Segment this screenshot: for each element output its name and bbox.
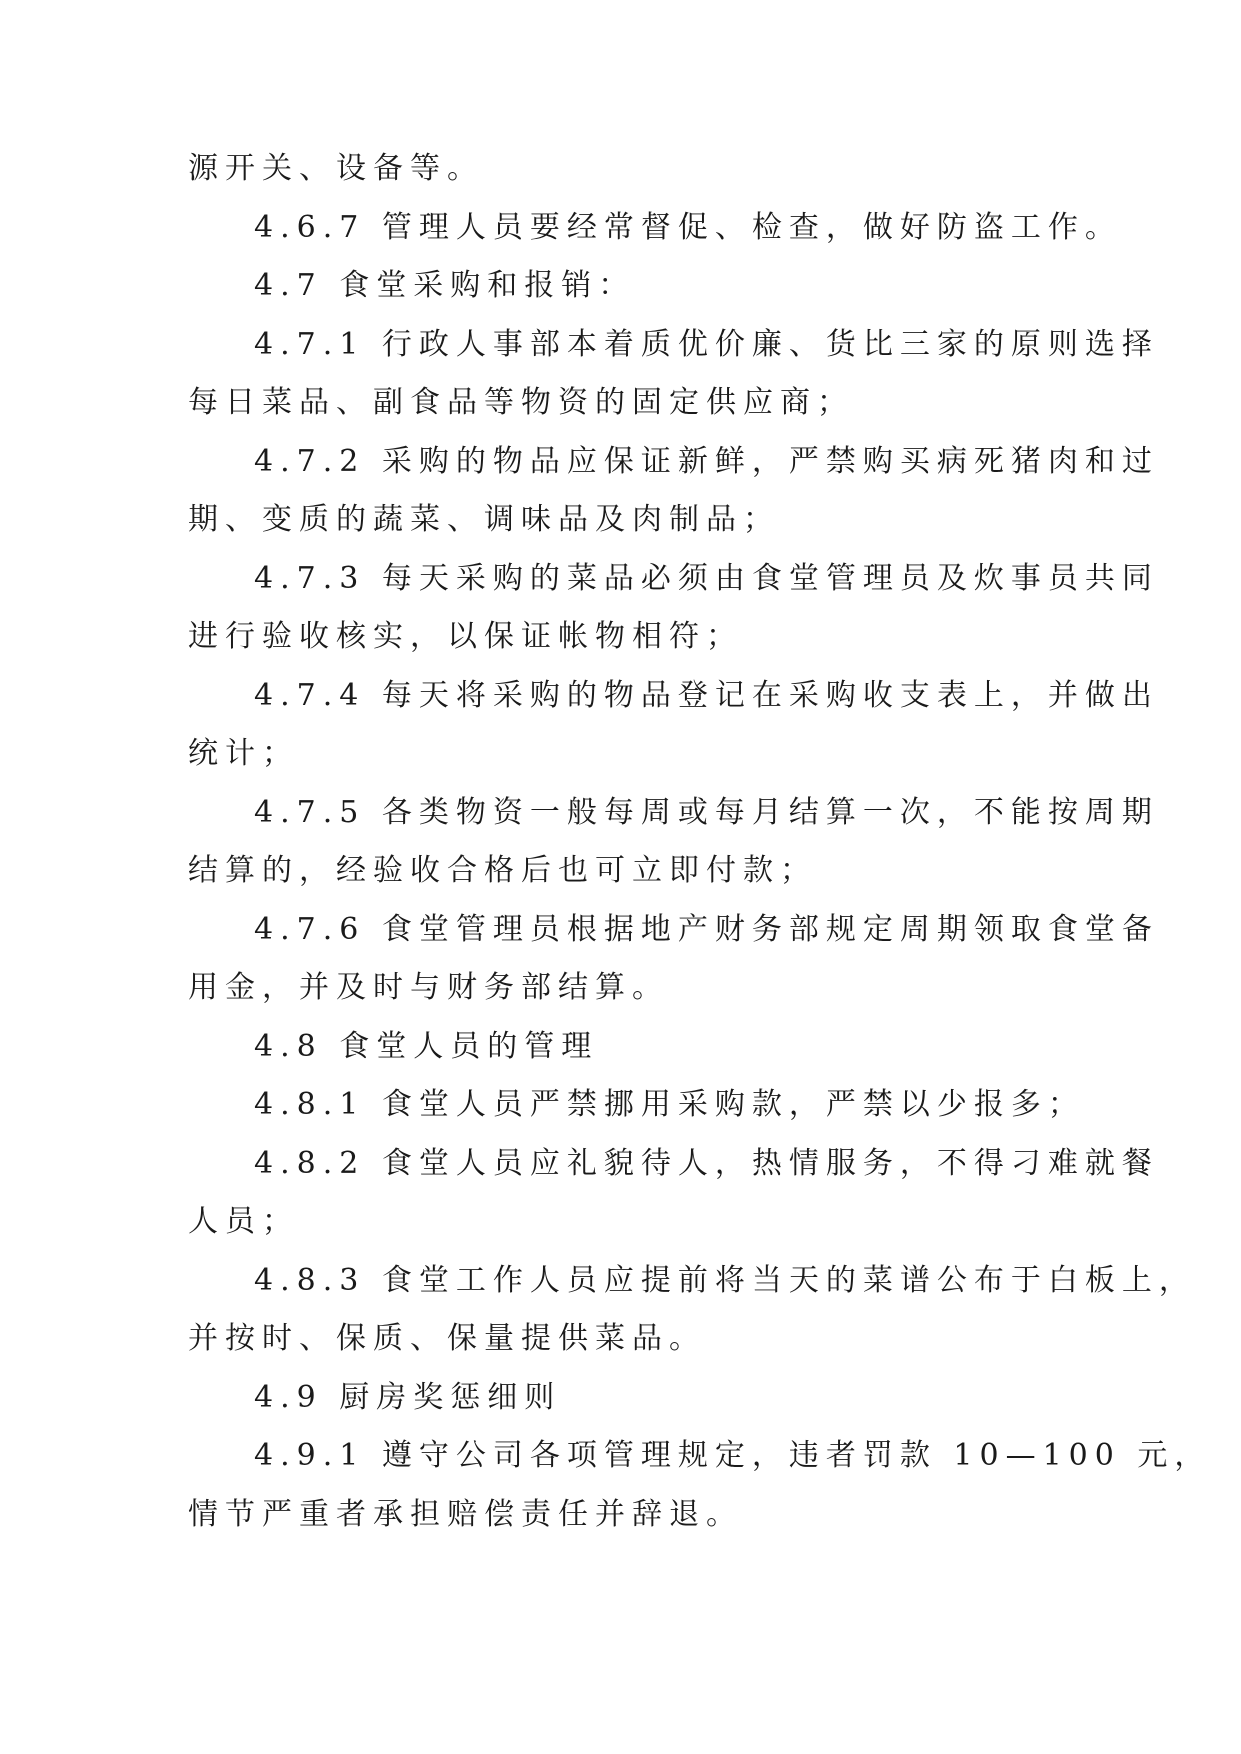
text-line: 4.7.5 各类物资一般每周或每月结算一次，不能按周期 [254, 794, 1159, 830]
text-line: 4.7.6 食堂管理员根据地产财务部规定周期领取食堂备 [254, 911, 1159, 947]
text-line: 4.7.1 行政人事部本着质优价廉、货比三家的原则选择 [254, 326, 1159, 362]
text-line: 人员； [188, 1204, 299, 1239]
text-line: 并按时、保质、保量提供菜品。 [188, 1321, 706, 1356]
text-line: 每日菜品、副食品等物资的固定供应商； [188, 385, 854, 420]
text-line: 用金，并及时与财务部结算。 [188, 970, 669, 1005]
text-line: 进行验收核实，以保证帐物相符； [188, 619, 743, 654]
text-line: 4.9.1 遵守公司各项管理规定，违者罚款 10—100 元， [254, 1438, 1212, 1473]
document-page [188, 140, 1212, 1544]
text-line: 4.8.1 食堂人员严禁挪用采购款，严禁以少报多； [254, 1087, 1085, 1122]
text-line: 期、变质的蔬菜、调味品及肉制品； [188, 502, 780, 537]
text-line: 4.7.4 每天将采购的物品登记在采购收支表上，并做出 [254, 677, 1159, 713]
text-line: 4.8.3 食堂工作人员应提前将当天的菜谱公布于白板上， [254, 1262, 1196, 1298]
section-heading: 4.9 厨房奖惩细则 [254, 1379, 562, 1415]
text-line: 4.7.2 采购的物品应保证新鲜，严禁购买病死猪肉和过 [254, 443, 1159, 479]
section-heading: 4.8 食堂人员的管理 [254, 1028, 599, 1064]
text-line: 4.7.3 每天采购的菜品必须由食堂管理员及炊事员共同 [254, 560, 1159, 596]
text-line: 结算的，经验收合格后也可立即付款； [188, 853, 817, 888]
text-line: 4.6.7 管理人员要经常督促、检查，做好防盗工作。 [254, 209, 1122, 245]
text-line: 统计； [188, 736, 299, 771]
text-line: 4.8.2 食堂人员应礼貌待人，热情服务，不得刁难就餐 [254, 1145, 1159, 1181]
text-line: 源开关、设备等。 [188, 151, 484, 186]
section-heading: 4.7 食堂采购和报销： [254, 268, 636, 303]
text-line: 情节严重者承担赔偿责任并辞退。 [188, 1496, 743, 1532]
